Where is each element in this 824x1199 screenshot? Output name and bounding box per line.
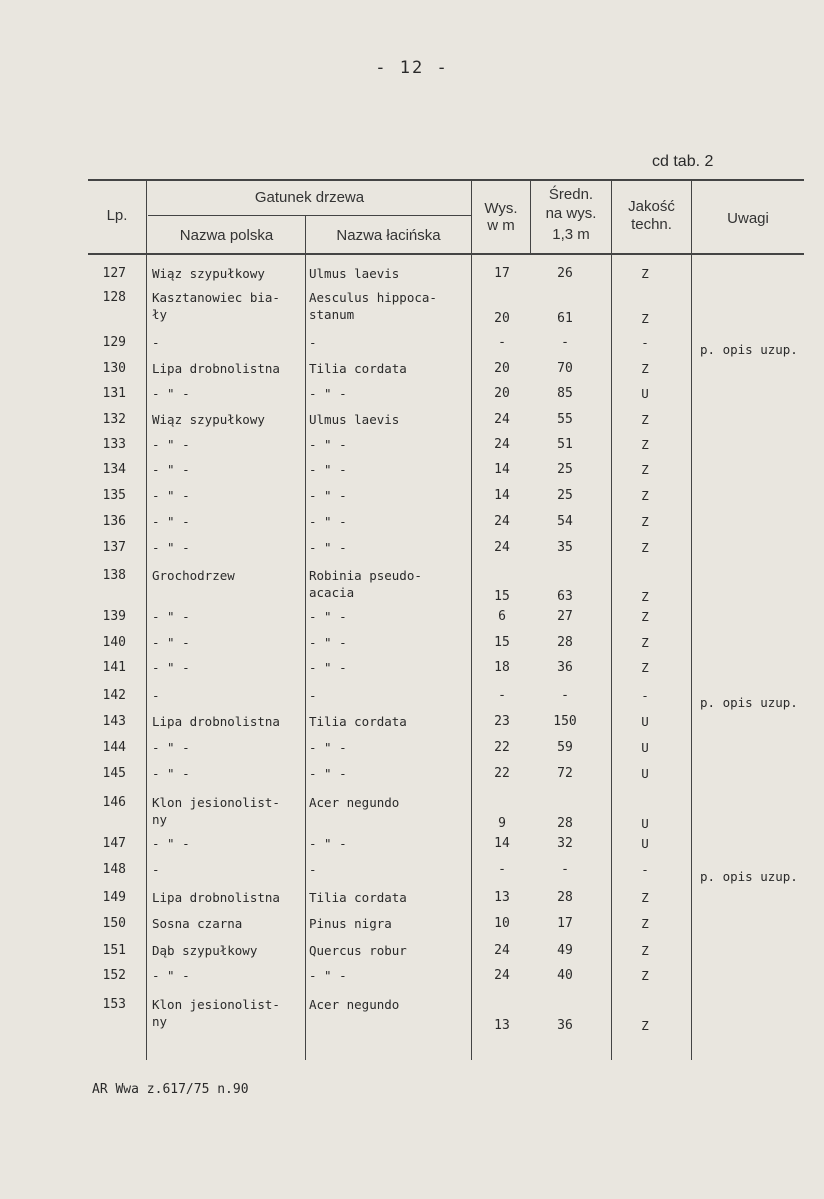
height-value: 15 <box>494 589 510 604</box>
row-number: 128 <box>102 290 126 305</box>
polish-name: - " - <box>152 660 190 675</box>
diameter-value: 35 <box>557 540 573 555</box>
diameter-value: 27 <box>557 609 573 624</box>
quality-value: Z <box>641 916 649 931</box>
latin-name: acacia <box>309 585 355 600</box>
height-value: 20 <box>494 361 510 376</box>
table-continuation-label: cd tab. 2 <box>652 153 714 170</box>
header-name-lat: Nazwa łacińska <box>336 227 441 244</box>
row-number: 141 <box>102 660 126 675</box>
latin-name: - " - <box>309 386 347 401</box>
polish-name: Lipa drobnolistna <box>152 714 280 729</box>
row-number: 133 <box>102 437 126 452</box>
diameter-value: 36 <box>557 660 573 675</box>
latin-name: Ulmus laevis <box>309 412 400 427</box>
height-value: 20 <box>494 386 510 401</box>
height-value: - <box>498 335 506 350</box>
notes-value: p. opis uzup. <box>700 695 798 710</box>
polish-name: - " - <box>152 766 190 781</box>
polish-name: - " - <box>152 462 190 477</box>
latin-name: - " - <box>309 462 347 477</box>
header-notes: Uwagi <box>727 210 769 227</box>
col-rule-lat <box>471 180 472 1060</box>
latin-name: Pinus nigra <box>309 916 392 931</box>
polish-name: - " - <box>152 836 190 851</box>
polish-name: ny <box>152 812 168 827</box>
col-rule-lp <box>146 180 147 1060</box>
latin-name: - <box>309 335 317 350</box>
row-number: 137 <box>102 540 126 555</box>
diameter-value: 25 <box>557 462 573 477</box>
height-value: 14 <box>494 836 510 851</box>
quality-value: Z <box>641 514 649 529</box>
diameter-value: 28 <box>557 816 573 831</box>
row-number: 148 <box>102 862 126 877</box>
latin-name: - " - <box>309 437 347 452</box>
quality-value: Z <box>641 1018 649 1033</box>
diameter-value: 28 <box>557 635 573 650</box>
height-value: - <box>498 688 506 703</box>
row-number: 151 <box>102 943 126 958</box>
latin-name: Acer negundo <box>309 997 400 1012</box>
header-sub-rule <box>148 215 471 216</box>
header-diam-1: Średn. <box>548 186 594 203</box>
quality-value: Z <box>641 361 649 376</box>
height-value: 15 <box>494 635 510 650</box>
polish-name: - " - <box>152 968 190 983</box>
diameter-value: 85 <box>557 386 573 401</box>
height-value: 9 <box>498 816 506 831</box>
polish-name: Wiąz szypułkowy <box>152 412 265 427</box>
row-number: 131 <box>102 386 126 401</box>
col-rule-jk <box>691 180 692 1060</box>
height-value: 24 <box>494 514 510 529</box>
quality-value: Z <box>641 968 649 983</box>
latin-name: - " - <box>309 635 347 650</box>
latin-name: - " - <box>309 609 347 624</box>
height-value: 6 <box>498 609 506 624</box>
row-number: 138 <box>102 568 126 583</box>
quality-value: Z <box>641 437 649 452</box>
height-value: 24 <box>494 412 510 427</box>
diameter-value: - <box>561 335 569 350</box>
latin-name: - " - <box>309 660 347 675</box>
latin-name: Tilia cordata <box>309 361 407 376</box>
diameter-value: 25 <box>557 488 573 503</box>
diameter-value: 55 <box>557 412 573 427</box>
polish-name: - <box>152 688 160 703</box>
diameter-value: - <box>561 688 569 703</box>
polish-name: Lipa drobnolistna <box>152 890 280 905</box>
latin-name: - " - <box>309 514 347 529</box>
quality-value: U <box>641 766 649 781</box>
polish-name: Klon jesionolist- <box>152 795 280 810</box>
height-value: 18 <box>494 660 510 675</box>
height-value: 24 <box>494 968 510 983</box>
height-value: 13 <box>494 1018 510 1033</box>
table-top-rule <box>88 179 804 181</box>
row-number: 142 <box>102 688 126 703</box>
row-number: 127 <box>102 266 126 281</box>
polish-name: Lipa drobnolistna <box>152 361 280 376</box>
header-species: Gatunek drzewa <box>254 189 365 206</box>
latin-name: - " - <box>309 968 347 983</box>
polish-name: Sosna czarna <box>152 916 243 931</box>
quality-value: Z <box>641 890 649 905</box>
polish-name: - <box>152 335 160 350</box>
height-value: 24 <box>494 943 510 958</box>
polish-name: Wiąz szypułkowy <box>152 266 265 281</box>
col-rule-pl <box>305 216 306 1060</box>
quality-value: U <box>641 836 649 851</box>
row-number: 140 <box>102 635 126 650</box>
diameter-value: 72 <box>557 766 573 781</box>
diameter-value: 54 <box>557 514 573 529</box>
quality-value: Z <box>641 412 649 427</box>
polish-name: - <box>152 862 160 877</box>
latin-name: - <box>309 862 317 877</box>
row-number: 152 <box>102 968 126 983</box>
polish-name: Dąb szypułkowy <box>152 943 258 958</box>
polish-name: ny <box>152 1014 168 1029</box>
quality-value: U <box>641 816 649 831</box>
footer-reference: AR Wwa z.617/75 n.90 <box>92 1082 249 1097</box>
row-number: 134 <box>102 462 126 477</box>
height-value: 24 <box>494 540 510 555</box>
row-number: 149 <box>102 890 126 905</box>
polish-name: - " - <box>152 488 190 503</box>
polish-name: - " - <box>152 437 190 452</box>
header-quality-1: Jakość <box>628 198 675 215</box>
quality-value: U <box>641 386 649 401</box>
row-number: 144 <box>102 740 126 755</box>
diameter-value: 63 <box>557 589 573 604</box>
height-value: 14 <box>494 488 510 503</box>
latin-name: Acer negundo <box>309 795 400 810</box>
quality-value: - <box>641 688 649 703</box>
height-value: 23 <box>494 714 510 729</box>
notes-value: p. opis uzup. <box>700 869 798 884</box>
row-number: 146 <box>102 795 126 810</box>
latin-name: - " - <box>309 766 347 781</box>
polish-name: - " - <box>152 540 190 555</box>
latin-name: - " - <box>309 740 347 755</box>
row-number: 135 <box>102 488 126 503</box>
latin-name: Tilia cordata <box>309 890 407 905</box>
height-value: 24 <box>494 437 510 452</box>
quality-value: Z <box>641 943 649 958</box>
header-lp: Lp. <box>106 207 128 224</box>
polish-name: ły <box>152 307 168 322</box>
polish-name: Kasztanowiec bia- <box>152 290 280 305</box>
diameter-value: 70 <box>557 361 573 376</box>
row-number: 139 <box>102 609 126 624</box>
quality-value: Z <box>641 609 649 624</box>
diameter-value: 150 <box>553 714 577 729</box>
diameter-value: 59 <box>557 740 573 755</box>
height-value: 22 <box>494 740 510 755</box>
row-number: 147 <box>102 836 126 851</box>
polish-name: Grochodrzew <box>152 568 235 583</box>
polish-name: Klon jesionolist- <box>152 997 280 1012</box>
polish-name: - " - <box>152 740 190 755</box>
header-bottom-rule <box>88 253 804 255</box>
height-value: 14 <box>494 462 510 477</box>
page-number: - 12 - <box>375 58 449 78</box>
diameter-value: 17 <box>557 916 573 931</box>
height-value: 13 <box>494 890 510 905</box>
diameter-value: 40 <box>557 968 573 983</box>
latin-name: Quercus robur <box>309 943 407 958</box>
height-value: 20 <box>494 311 510 326</box>
row-number: 132 <box>102 412 126 427</box>
diameter-value: 26 <box>557 266 573 281</box>
quality-value: Z <box>641 635 649 650</box>
height-value: 22 <box>494 766 510 781</box>
quality-value: - <box>641 335 649 350</box>
quality-value: Z <box>641 488 649 503</box>
latin-name: Robinia pseudo- <box>309 568 422 583</box>
quality-value: Z <box>641 311 649 326</box>
quality-value: Z <box>641 266 649 281</box>
latin-name: - " - <box>309 540 347 555</box>
latin-name: - <box>309 688 317 703</box>
latin-name: Ulmus laevis <box>309 266 400 281</box>
row-number: 129 <box>102 335 126 350</box>
row-number: 153 <box>102 997 126 1012</box>
diameter-value: 51 <box>557 437 573 452</box>
row-number: 130 <box>102 361 126 376</box>
latin-name: - " - <box>309 488 347 503</box>
diameter-value: 36 <box>557 1018 573 1033</box>
latin-name: Aesculus hippoca- <box>309 290 437 305</box>
diameter-value: 32 <box>557 836 573 851</box>
diameter-value: - <box>561 862 569 877</box>
quality-value: Z <box>641 540 649 555</box>
notes-value: p. opis uzup. <box>700 342 798 357</box>
quality-value: - <box>641 862 649 877</box>
header-height-2: w m <box>487 217 515 234</box>
polish-name: - " - <box>152 514 190 529</box>
quality-value: U <box>641 740 649 755</box>
latin-name: - " - <box>309 836 347 851</box>
row-number: 145 <box>102 766 126 781</box>
header-diam-2: na wys. <box>545 205 597 222</box>
latin-name: stanum <box>309 307 355 322</box>
height-value: 10 <box>494 916 510 931</box>
header-diam-3: 1,3 m <box>552 226 590 243</box>
row-number: 143 <box>102 714 126 729</box>
diameter-value: 49 <box>557 943 573 958</box>
polish-name: - " - <box>152 635 190 650</box>
height-value: 17 <box>494 266 510 281</box>
header-name-pl: Nazwa polska <box>179 227 274 244</box>
quality-value: Z <box>641 462 649 477</box>
header-height-1: Wys. <box>484 200 518 217</box>
row-number: 136 <box>102 514 126 529</box>
quality-value: Z <box>641 660 649 675</box>
row-number: 150 <box>102 916 126 931</box>
quality-value: U <box>641 714 649 729</box>
polish-name: - " - <box>152 609 190 624</box>
diameter-value: 28 <box>557 890 573 905</box>
quality-value: Z <box>641 589 649 604</box>
polish-name: - " - <box>152 386 190 401</box>
header-quality-2: techn. <box>631 216 672 233</box>
height-value: - <box>498 862 506 877</box>
latin-name: Tilia cordata <box>309 714 407 729</box>
diameter-value: 61 <box>557 311 573 326</box>
